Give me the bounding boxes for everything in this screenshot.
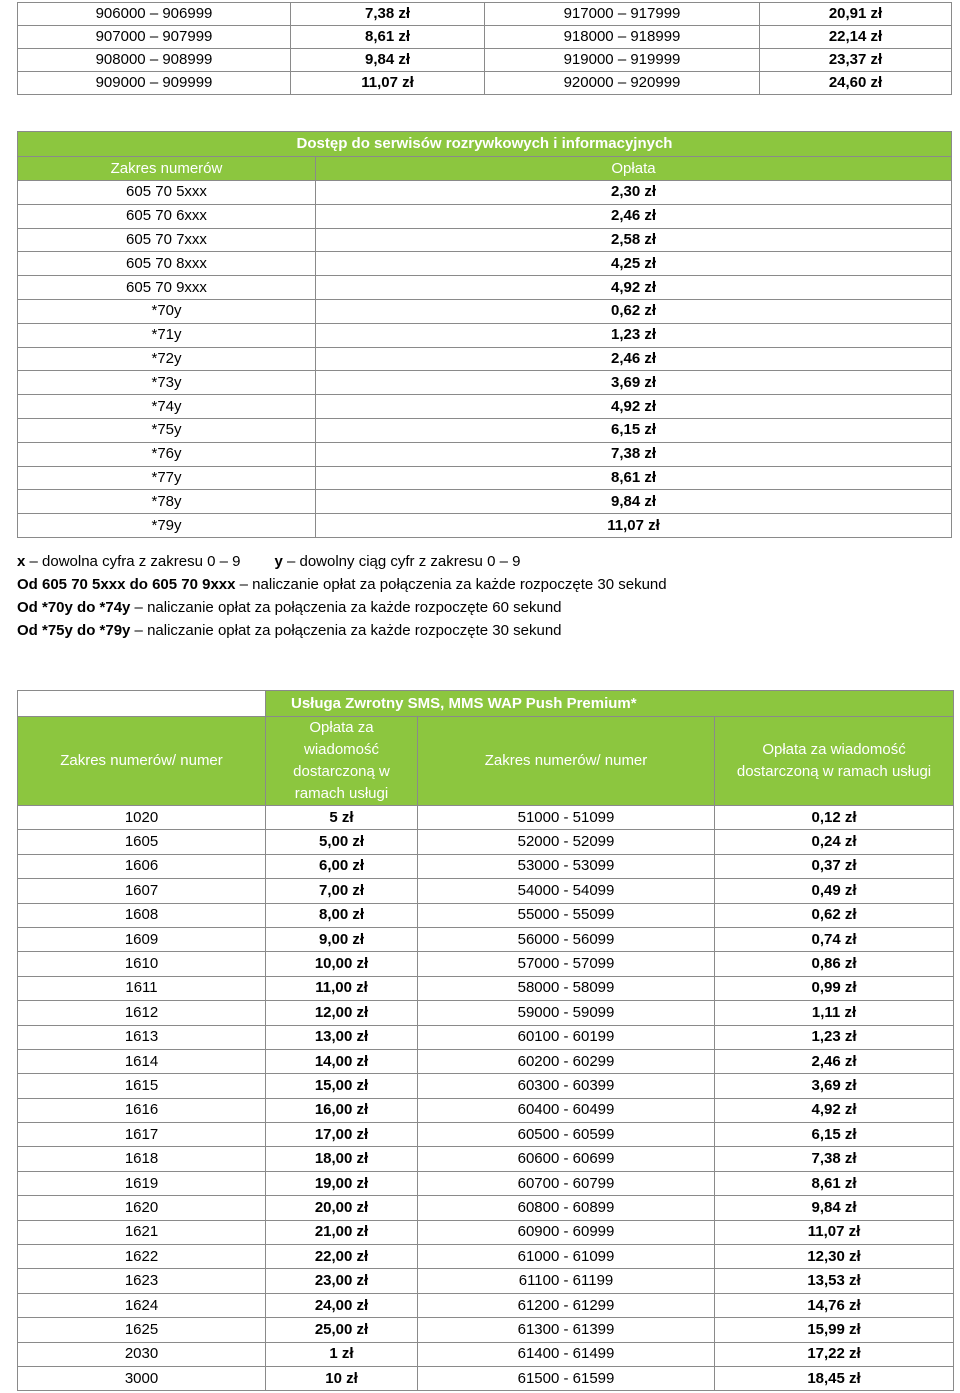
table-cell: 12,00 zł — [266, 1001, 418, 1025]
table-cell: 4,25 zł — [316, 252, 952, 276]
table-cell: 1,23 zł — [316, 323, 952, 347]
table-row — [18, 72, 952, 95]
table-cell: 51000 - 51099 — [418, 806, 715, 830]
table-cell: 7,38 zł — [291, 3, 485, 26]
table-cell: 909000 – 909999 — [18, 72, 291, 95]
table-cell: 17,00 zł — [266, 1123, 418, 1147]
table-cell: 59000 - 59099 — [418, 1001, 715, 1025]
table-cell: 10 zł — [266, 1366, 418, 1390]
table-row — [18, 927, 954, 951]
table-cell: 9,84 zł — [291, 49, 485, 72]
note-bold: Od 605 70 5xxx do 605 70 9xxx — [17, 576, 236, 593]
table-cell: 3000 — [18, 1366, 266, 1390]
note-y-text: – dowolny ciąg cyfr z zakresu 0 – 9 — [282, 553, 521, 570]
table-cell: *70y — [18, 299, 316, 323]
note-x-text: – dowolna cyfra z zakresu 0 – 9 — [25, 553, 241, 570]
table-cell: 0,74 zł — [715, 927, 954, 951]
note-text: – naliczanie opłat za połączenia za każde rozpoczęte 60 sekund — [130, 599, 562, 616]
table-cell: 1606 — [18, 854, 266, 878]
table-cell: 60800 - 60899 — [418, 1196, 715, 1220]
table-row — [18, 1098, 954, 1122]
table-cell: 0,49 zł — [715, 879, 954, 903]
table-row — [18, 1025, 954, 1049]
table-cell: 919000 – 919999 — [485, 49, 760, 72]
col-header-fee: Opłata — [316, 157, 952, 181]
table-row — [18, 1366, 954, 1390]
table-row — [18, 204, 952, 228]
table-cell: 5 zł — [266, 806, 418, 830]
table-cell: 60900 - 60999 — [418, 1220, 715, 1244]
table-cell: 11,07 zł — [316, 514, 952, 538]
table-row — [18, 1074, 954, 1098]
table-row — [18, 442, 952, 466]
table-cell: *75y — [18, 418, 316, 442]
table-row — [18, 228, 952, 252]
table-cell: *79y — [18, 514, 316, 538]
table-row — [18, 181, 952, 205]
table-cell: 53000 - 53099 — [418, 854, 715, 878]
table-cell: 605 70 6xxx — [18, 204, 316, 228]
table-cell: 19,00 zł — [266, 1171, 418, 1195]
col-header-number-range: Zakres numerów — [18, 157, 316, 181]
table-cell: 60300 - 60399 — [418, 1074, 715, 1098]
table-cell: 6,15 zł — [316, 418, 952, 442]
table-row — [18, 514, 952, 538]
table-cell: 920000 – 920999 — [485, 72, 760, 95]
table-cell: 20,91 zł — [760, 3, 952, 26]
table-row — [18, 395, 952, 419]
table-cell: 18,00 zł — [266, 1147, 418, 1171]
table-row — [18, 276, 952, 300]
table-row — [18, 879, 954, 903]
entertainment-services-table — [17, 131, 952, 538]
col-header-message-fee: Opłata za wiadomość dostarczoną w ramach usługi — [266, 717, 418, 806]
note-legend — [17, 550, 947, 573]
table-cell: 16,00 zł — [266, 1098, 418, 1122]
table-cell: 2,58 zł — [316, 228, 952, 252]
table-cell: 1614 — [18, 1049, 266, 1073]
table-cell: 907000 – 907999 — [18, 26, 291, 49]
table-cell: 11,07 zł — [715, 1220, 954, 1244]
table-cell: 9,84 zł — [715, 1196, 954, 1220]
entertainment-table-title: Dostęp do serwisów rozrywkowych i informacyjnych — [18, 132, 952, 157]
table-cell: 4,92 zł — [316, 276, 952, 300]
table-cell: 0,62 zł — [316, 299, 952, 323]
table-cell: 55000 - 55099 — [418, 903, 715, 927]
table-cell: 1613 — [18, 1025, 266, 1049]
note-x-symbol: x — [17, 553, 26, 570]
table-cell: 15,99 zł — [715, 1318, 954, 1342]
note-line — [17, 596, 947, 619]
table-cell: 1608 — [18, 903, 266, 927]
table-cell: 61100 - 61199 — [418, 1269, 715, 1293]
table-cell: 61400 - 61499 — [418, 1342, 715, 1366]
table-cell: 60600 - 60699 — [418, 1147, 715, 1171]
table-cell: 1623 — [18, 1269, 266, 1293]
table-cell: 61500 - 61599 — [418, 1366, 715, 1390]
table-cell: 2,46 zł — [316, 347, 952, 371]
table-cell: 8,61 zł — [316, 466, 952, 490]
table-cell: *76y — [18, 442, 316, 466]
table-cell: 906000 – 906999 — [18, 3, 291, 26]
table-row — [18, 347, 952, 371]
table-cell: 20,00 zł — [266, 1196, 418, 1220]
table-cell: 1616 — [18, 1098, 266, 1122]
table-cell: 1610 — [18, 952, 266, 976]
table-cell: 13,53 zł — [715, 1269, 954, 1293]
table-cell: 14,76 zł — [715, 1293, 954, 1317]
table-cell: 1618 — [18, 1147, 266, 1171]
table-row — [18, 1318, 954, 1342]
table-cell: *72y — [18, 347, 316, 371]
table-cell: 4,92 zł — [715, 1098, 954, 1122]
table-cell: 1612 — [18, 1001, 266, 1025]
table-row — [18, 1245, 954, 1269]
table-cell: 605 70 7xxx — [18, 228, 316, 252]
col-header-number-range-2: Zakres numerów/ numer — [418, 717, 715, 806]
table-cell: 24,60 zł — [760, 72, 952, 95]
table-cell: 24,00 zł — [266, 1293, 418, 1317]
table-cell: 9,00 zł — [266, 927, 418, 951]
table-cell: 22,14 zł — [760, 26, 952, 49]
table-cell: 918000 – 918999 — [485, 26, 760, 49]
table-cell: 52000 - 52099 — [418, 830, 715, 854]
note-bold: Od *70y do *74y — [17, 599, 131, 616]
table-cell: 23,37 zł — [760, 49, 952, 72]
table-cell: *71y — [18, 323, 316, 347]
table-cell: 15,00 zł — [266, 1074, 418, 1098]
table-cell: 57000 - 57099 — [418, 952, 715, 976]
table-cell: 18,45 zł — [715, 1366, 954, 1390]
table-cell: 1615 — [18, 1074, 266, 1098]
table-cell: *78y — [18, 490, 316, 514]
table-cell: 17,22 zł — [715, 1342, 954, 1366]
table-row — [18, 976, 954, 1000]
table-row — [18, 1001, 954, 1025]
table-cell: 7,00 zł — [266, 879, 418, 903]
table-row — [18, 252, 952, 276]
table-cell: 58000 - 58099 — [418, 976, 715, 1000]
table-row — [18, 1049, 954, 1073]
table-row — [18, 1196, 954, 1220]
table-cell: 3,69 zł — [715, 1074, 954, 1098]
table-cell: 60100 - 60199 — [418, 1025, 715, 1049]
note-text: – naliczanie opłat za połączenia za każde rozpoczęte 30 sekund — [130, 622, 562, 639]
table-cell: 11,07 zł — [291, 72, 485, 95]
table-row — [18, 1147, 954, 1171]
table-cell: 0,86 zł — [715, 952, 954, 976]
table-cell: 0,12 zł — [715, 806, 954, 830]
table-cell: 60400 - 60499 — [418, 1098, 715, 1122]
table-cell: 7,38 zł — [316, 442, 952, 466]
table-cell: 12,30 zł — [715, 1245, 954, 1269]
col-header-number-range: Zakres numerów/ numer — [18, 717, 266, 806]
table-cell: 1622 — [18, 1245, 266, 1269]
table-cell: 10,00 zł — [266, 952, 418, 976]
table-cell: 1605 — [18, 830, 266, 854]
table-cell: 1,11 zł — [715, 1001, 954, 1025]
table-cell: 1620 — [18, 1196, 266, 1220]
table-cell: 1624 — [18, 1293, 266, 1317]
col-header-message-fee-2: Opłata za wiadomość dostarczoną w ramach usługi — [715, 717, 954, 806]
notes — [17, 550, 947, 642]
table-cell: *74y — [18, 395, 316, 419]
table-cell: 2030 — [18, 1342, 266, 1366]
sms-table-title: Usługa Zwrotny SMS, MMS WAP Push Premium* — [266, 691, 954, 717]
table-row — [18, 1171, 954, 1195]
table-row — [18, 1293, 954, 1317]
table-cell: 54000 - 54099 — [418, 879, 715, 903]
table-cell: 1607 — [18, 879, 266, 903]
table-cell: 917000 – 917999 — [485, 3, 760, 26]
table-row — [18, 830, 954, 854]
table-cell: 1 zł — [266, 1342, 418, 1366]
table-cell: 0,62 zł — [715, 903, 954, 927]
note-y-symbol: y — [274, 553, 283, 570]
top-fee-table — [17, 2, 952, 95]
table-cell: 60500 - 60599 — [418, 1123, 715, 1147]
table-cell: 2,30 zł — [316, 181, 952, 205]
table-cell: 22,00 zł — [266, 1245, 418, 1269]
table-cell: 1621 — [18, 1220, 266, 1244]
table-cell: 5,00 zł — [266, 830, 418, 854]
table-cell: 11,00 zł — [266, 976, 418, 1000]
table-row — [18, 299, 952, 323]
table-cell: 1,23 zł — [715, 1025, 954, 1049]
table-row — [18, 26, 952, 49]
table-cell: 6,00 zł — [266, 854, 418, 878]
table-row — [18, 490, 952, 514]
table-cell: 1611 — [18, 976, 266, 1000]
table-row — [18, 466, 952, 490]
table-cell: 2,46 zł — [316, 204, 952, 228]
table-cell: 61200 - 61299 — [418, 1293, 715, 1317]
table-row — [18, 371, 952, 395]
table-row — [18, 1220, 954, 1244]
table-row — [18, 806, 954, 830]
table-cell: 9,84 zł — [316, 490, 952, 514]
table-cell: 61000 - 61099 — [418, 1245, 715, 1269]
table-cell: 60200 - 60299 — [418, 1049, 715, 1073]
table-row — [18, 323, 952, 347]
table-cell: 21,00 zł — [266, 1220, 418, 1244]
table-cell: 0,24 zł — [715, 830, 954, 854]
table-row — [18, 49, 952, 72]
table-cell: 8,00 zł — [266, 903, 418, 927]
table-cell: 1619 — [18, 1171, 266, 1195]
table-cell: 1609 — [18, 927, 266, 951]
table-cell: 14,00 zł — [266, 1049, 418, 1073]
table-cell: 61300 - 61399 — [418, 1318, 715, 1342]
table-cell: 0,37 zł — [715, 854, 954, 878]
sms-premium-table — [17, 690, 954, 1391]
table-row — [18, 418, 952, 442]
table-cell: 7,38 zł — [715, 1147, 954, 1171]
table-row — [18, 854, 954, 878]
note-text: – naliczanie opłat za połączenia za każde rozpoczęte 30 sekund — [235, 576, 667, 593]
table-cell: 25,00 zł — [266, 1318, 418, 1342]
table-cell: 8,61 zł — [715, 1171, 954, 1195]
note-bold: Od *75y do *79y — [17, 622, 131, 639]
table-cell: 56000 - 56099 — [418, 927, 715, 951]
table-cell: 13,00 zł — [266, 1025, 418, 1049]
table-cell: 23,00 zł — [266, 1269, 418, 1293]
table-row — [18, 1342, 954, 1366]
table-row — [18, 3, 952, 26]
table-cell: 3,69 zł — [316, 371, 952, 395]
table-cell: 0,99 zł — [715, 976, 954, 1000]
table-cell: 4,92 zł — [316, 395, 952, 419]
table-row — [18, 903, 954, 927]
note-line — [17, 573, 947, 596]
table-cell: 1625 — [18, 1318, 266, 1342]
table-cell: 605 70 5xxx — [18, 181, 316, 205]
table-cell: *73y — [18, 371, 316, 395]
table-cell: 2,46 zł — [715, 1049, 954, 1073]
table-cell: 6,15 zł — [715, 1123, 954, 1147]
table-cell: 1617 — [18, 1123, 266, 1147]
note-line — [17, 619, 947, 642]
table-row — [18, 1269, 954, 1293]
table-cell: 1020 — [18, 806, 266, 830]
table-cell: 605 70 8xxx — [18, 252, 316, 276]
table-row — [18, 1123, 954, 1147]
table-cell: 8,61 zł — [291, 26, 485, 49]
table-row — [18, 952, 954, 976]
table-cell: 60700 - 60799 — [418, 1171, 715, 1195]
table-cell: *77y — [18, 466, 316, 490]
table-cell: 605 70 9xxx — [18, 276, 316, 300]
table-cell: 908000 – 908999 — [18, 49, 291, 72]
